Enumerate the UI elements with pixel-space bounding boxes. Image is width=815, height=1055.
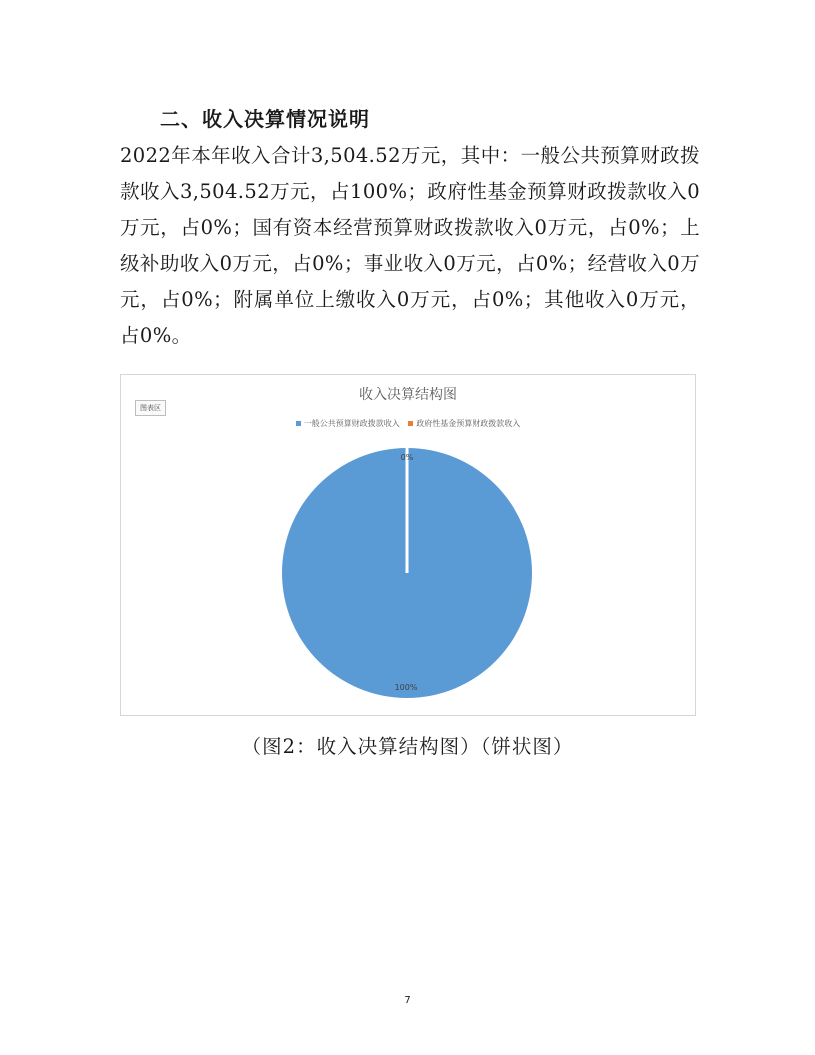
page-number: 7 — [404, 995, 411, 1006]
pie-chart-container — [120, 374, 696, 716]
income-summary-paragraph: 2022年本年收入合计3,504.52万元，其中：一般公共预算财政拨款收入3,504.52万元，占100%；政府性基金预算财政拨款收入0万元，占0%；国有资本经营预算财政拨款收入0万元，占0%；上级补助收入0万元，占0%；事业收入0万元，占0%；经营收入0万元，占0%；附属单位上缴收入0万元，占0%；其他收入0万元，占0%。 — [120, 144, 700, 347]
pie-data-label-general-budget: 100% — [394, 683, 418, 692]
legend-label-fund-budget: 政府性基金预算财政拨款收入 — [416, 419, 521, 428]
chart-area-tag: 图表区 — [135, 400, 166, 416]
figure-caption: （图2：收入决算结构图）（饼状图） — [241, 735, 574, 758]
section-heading: 二、收入决算情况说明 — [160, 107, 370, 131]
pie-chart — [121, 375, 695, 715]
chart-title: 收入决算结构图 — [359, 387, 457, 403]
pie-data-label-fund-budget: 0% — [400, 453, 414, 462]
legend-label-general-budget: 一般公共预算财政拨款收入 — [303, 419, 400, 428]
